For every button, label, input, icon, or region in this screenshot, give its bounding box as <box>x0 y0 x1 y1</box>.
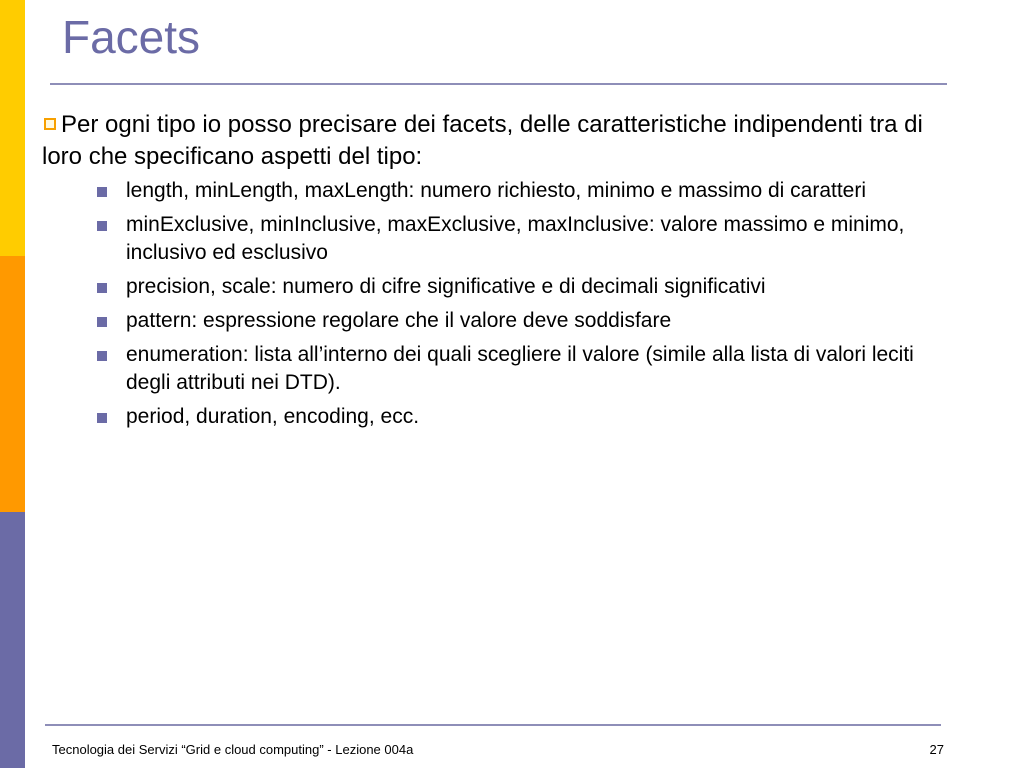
facet-list <box>42 177 962 431</box>
list-item-text: minExclusive, minInclusive, maxExclusive, maxInclusive: valore massimo e minimo, inclusivo ed esclusivo <box>126 213 905 264</box>
sidebar-segment-yellow <box>0 0 25 256</box>
list-item-text: pattern: espressione regolare che il valore deve soddisfare <box>126 309 672 332</box>
sidebar-segment-orange <box>0 256 25 512</box>
list-item <box>42 341 962 397</box>
list-item <box>42 307 962 335</box>
slide-content <box>42 109 962 437</box>
page-number: 27 <box>929 742 944 757</box>
square-bullet-icon <box>97 413 107 423</box>
list-item-text: length, minLength, maxLength: numero richiesto, minimo e massimo di caratteri <box>126 179 867 202</box>
list-item-text: period, duration, encoding, ecc. <box>126 405 420 428</box>
list-item <box>42 211 962 267</box>
list-item <box>42 403 962 431</box>
list-item-text: precision, scale: numero di cifre significative e di decimali significativi <box>126 275 766 298</box>
intro-text: Per ogni tipo io posso precisare dei facets, delle caratteristiche indipendenti tra di loro che specificano aspetti del tipo: <box>42 111 923 170</box>
footer-divider <box>45 724 941 726</box>
list-item <box>42 273 962 301</box>
sidebar-segment-purple <box>0 512 25 768</box>
sidebar-stripe <box>0 0 25 768</box>
list-item <box>42 177 962 205</box>
slide-title: Facets <box>62 11 201 63</box>
square-bullet-icon <box>97 317 107 327</box>
footer-caption: Tecnologia dei Servizi “Grid e cloud computing” - Lezione 004a <box>52 742 414 757</box>
hollow-square-bullet-icon <box>44 118 56 130</box>
list-item-text: enumeration: lista all’interno dei quali scegliere il valore (simile alla lista di valori leciti degli attributi nei DTD). <box>126 343 914 394</box>
square-bullet-icon <box>97 187 107 197</box>
title-divider <box>50 83 947 85</box>
square-bullet-icon <box>97 221 107 231</box>
square-bullet-icon <box>97 351 107 361</box>
intro-paragraph <box>42 109 962 173</box>
square-bullet-icon <box>97 283 107 293</box>
